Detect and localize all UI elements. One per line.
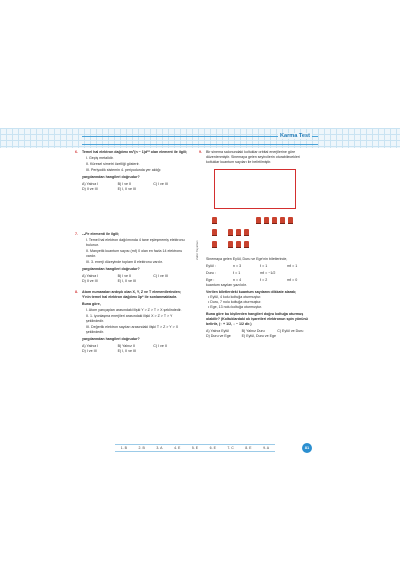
ticket-value: ℓ = 1 <box>233 271 241 275</box>
ticket-value: ℓ = 2 <box>260 278 268 282</box>
note-bold: Verilen biletlerdeki kuantum sayılarını dikkate alarak; <box>206 290 297 294</box>
option[interactable]: A) Yalnız I <box>82 344 99 348</box>
list-item: • Duru, 7 nolu koltuğa oturmuştur. <box>208 300 262 304</box>
question-text: ₂₆Fe elementi ile ilgili; <box>82 232 120 236</box>
right-column <box>199 150 314 345</box>
publisher-side-label: Zafer Yayınları <box>195 240 199 260</box>
option[interactable]: D) I ve III <box>82 349 97 353</box>
question-number: 9. <box>199 150 202 154</box>
question-lead: Buna göre, <box>82 302 101 306</box>
seat <box>236 229 241 235</box>
question-6 <box>75 150 190 192</box>
answer-key-item: 9. A <box>263 446 270 450</box>
ticket-value <box>287 271 314 276</box>
ticket-name: Eylül : <box>206 264 216 268</box>
option[interactable]: D) II ve III <box>82 187 98 191</box>
question-ask: Buna göre bu kişilerden hangileri doğru koltuğa oturmuş olabilir? (Koltuklardaki ok işaretleri elektronun spin yönünü belirtir, (↑ + 1/2, ↓ − 1/2 dir.) <box>206 312 308 326</box>
answer-options <box>206 329 314 339</box>
option[interactable]: B) I ve II <box>117 182 132 186</box>
option[interactable]: C) I ve III <box>153 182 168 186</box>
ticket-name: Ege : <box>206 278 215 282</box>
answer-key-item: 6. E <box>209 446 216 450</box>
answer-key-item: 2. B <box>138 446 145 450</box>
answer-options <box>82 274 190 284</box>
ticket-value: ℓ = 1 <box>260 264 268 268</box>
option[interactable]: B) I ve II <box>117 274 132 278</box>
question-ask: yargılarından hangileri doğrudur? <box>82 267 140 271</box>
list-item: I. Geçiş metalidir. <box>86 156 114 160</box>
answer-key-item: 8. E <box>245 446 252 450</box>
answer-key-item: 1. B <box>120 446 127 450</box>
page-title: Karma Test <box>279 133 310 139</box>
seat <box>212 229 217 235</box>
option[interactable]: C) Eylül ve Duru <box>277 329 304 333</box>
seat-layout <box>210 215 314 257</box>
option[interactable]: A) Yalnız I <box>82 274 99 278</box>
list-item: II. Küresel simetri özelliği gösterir. <box>86 162 140 166</box>
ticket-value: n = 4 <box>233 278 242 282</box>
question-text: Atom numaraları ardışık olan X, Y, Z ve T elementlerinden; Y'nin temel hal elektron dağılımı 3p⁶ ile sonlanmaktadır. <box>82 290 181 299</box>
ticket-value: mℓ = 0 <box>287 278 298 282</box>
list-item: II. 1. iyonlaşma enerjileri arasındaki ilişki X > Z > T > Y şeklindedir. <box>86 314 173 323</box>
option[interactable]: D) Duru ve Ege <box>206 334 231 338</box>
option[interactable]: D) II ve III <box>82 279 98 283</box>
seat <box>288 217 293 223</box>
seat <box>264 217 269 223</box>
seat <box>228 241 233 247</box>
seat <box>212 217 217 223</box>
seat <box>244 229 249 235</box>
question-number: 8. <box>75 290 78 294</box>
answer-key-item: 4. E <box>174 446 181 450</box>
question-text: Bir sinema salonundaki koltuklar orbital enerjilerine göre düzenlenmiştir. Sinemaya gelen seyircilerin oturabilecekleri koltuklar kuantum sayıları ile belirtilmiştir. <box>206 150 300 164</box>
ticket-value: mℓ = −1/2 <box>260 271 276 275</box>
page-number: 81 <box>302 443 312 453</box>
option[interactable]: A) Yalnız I <box>82 182 99 186</box>
seat <box>272 217 277 223</box>
option[interactable]: E) I, II ve III <box>117 279 136 283</box>
option[interactable]: C) I ve III <box>153 274 168 278</box>
list-item: I. Temel hal elektron dağılımında 4 tane eşleşmemiş elektronu bulunur. <box>86 238 185 247</box>
option[interactable]: E) I, II ve III <box>117 187 136 191</box>
list-item: • Eylül, 4 kolu koltuğa oturmuştur. <box>208 295 262 299</box>
option[interactable]: B) Yalnız Duru <box>241 329 265 333</box>
list-item: • Ege, 13 nolu koltuğa oturmuştur. <box>208 305 262 309</box>
seat <box>280 217 285 223</box>
cinema-screen <box>214 169 296 209</box>
seat <box>236 241 241 247</box>
ticket-value: n = 3 <box>233 264 242 268</box>
ticket-row <box>206 264 314 269</box>
question-ask: yargılarından hangileri doğrudur? <box>82 337 140 341</box>
list-item: I. Atom yarıçapları arasındaki ilişki Y > Z > T > X şeklindedir. <box>86 308 182 312</box>
option[interactable]: E) I, II ve III <box>117 349 136 353</box>
list-item: III. 3. enerji düzeyinde toplam 8 elektronu vardır. <box>86 260 163 264</box>
question-intro: Sinemaya gelen Eylül, Duru ve Ege'nin biletlerinde, <box>206 257 288 261</box>
seat <box>244 241 249 247</box>
ticket-name: Duru : <box>206 271 216 275</box>
answer-options <box>82 182 190 192</box>
ticket-value: mℓ = 1 <box>287 264 298 268</box>
answer-key-item: 7. C <box>227 446 234 450</box>
answer-key <box>115 444 275 452</box>
note: kuantum sayıları yazılıdır. <box>206 283 247 287</box>
seat <box>212 241 217 247</box>
list-item: III. Periyodik sistemin 4. periyodunda yer aldığı <box>86 168 161 172</box>
list-item: III. Değerlik elektron sayıları arasındaki ilişki T > Z > Y > X şeklindedir. <box>86 325 179 334</box>
list-item: II. Manyetik kuantum sayısı (mℓ) 0 olan en fazla 14 elektronu vardır. <box>86 249 183 258</box>
option[interactable]: C) I ve II <box>153 344 167 348</box>
question-9 <box>199 150 314 339</box>
answer-key-item: 5. E <box>191 446 199 450</box>
option[interactable]: B) Yalnız II <box>117 344 135 348</box>
question-number: 7. <box>75 232 78 236</box>
question-number: 6. <box>75 150 78 154</box>
question-text: Temel hal elektron dağılımı ns²(n − 1)d¹⁰ olan element ile ilgili; <box>82 150 188 154</box>
page-body <box>75 150 318 440</box>
answer-key-item: 3. A <box>156 446 163 450</box>
option[interactable]: A) Yalnız Eylül <box>206 329 230 333</box>
answer-options <box>82 344 190 354</box>
option[interactable]: E) Eylül, Duru ve Ege <box>241 334 276 338</box>
seat <box>228 229 233 235</box>
seat <box>256 217 261 223</box>
ticket-row <box>206 271 314 276</box>
left-column <box>75 150 190 360</box>
question-ask: yargılarından hangileri doğrudur? <box>82 175 140 179</box>
question-8 <box>75 290 190 354</box>
question-7 <box>75 232 190 284</box>
